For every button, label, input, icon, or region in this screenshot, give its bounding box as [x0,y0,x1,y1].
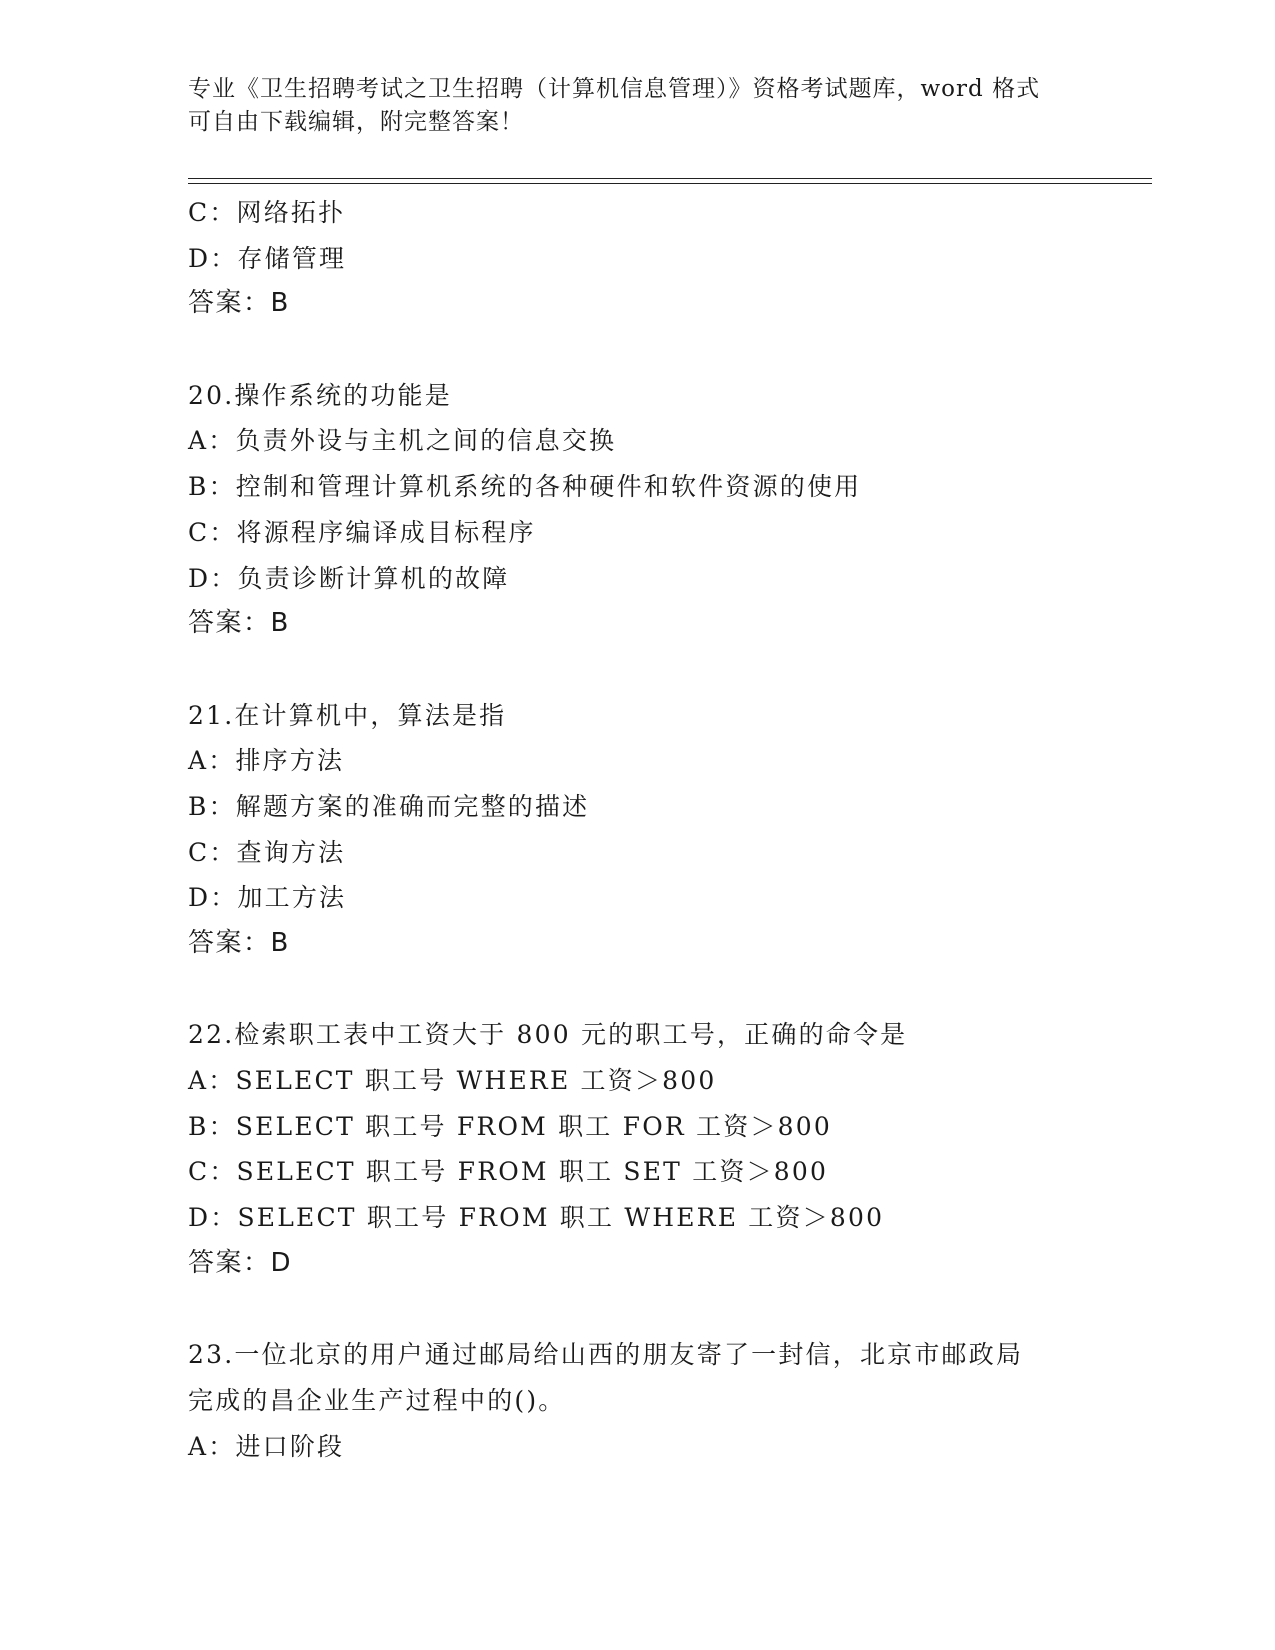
spacer [188,327,1088,373]
option-c: C：查询方法 [188,837,346,867]
option-d: D：负责诊断计算机的故障 [188,563,510,593]
question-23 [188,1332,1088,1469]
question-21 [188,693,1088,967]
question-stem-line-2: 完成的昌企业生产过程中的()。 [188,1385,566,1415]
q19-option-d: D：存储管理 [188,243,347,273]
option-b: B：SELECT 职工号 FROM 职工 FOR 工资＞800 [188,1111,832,1141]
header-divider-top [188,178,1152,179]
question-stem: 22.检索职工表中工资大于 800 元的职工号，正确的命令是 [188,1020,908,1050]
option-c: C：将源程序编译成目标程序 [188,517,536,547]
option-a: A：SELECT 职工号 WHERE 工资＞800 [188,1066,717,1096]
option-d: D：SELECT 职工号 FROM 职工 WHERE 工资＞800 [188,1203,885,1233]
header-line-1: 专业《卫生招聘考试之卫生招聘（计算机信息管理）》资格考试题库，word 格式 [188,76,1041,102]
option-d: D：加工方法 [188,883,347,913]
document-header [188,73,1068,139]
answer-line: 答案：B [188,608,290,639]
answer-line: 答案：D [188,1247,293,1278]
question-stem: 21.在计算机中，算法是指 [188,700,507,730]
option-a: A：进口阶段 [188,1431,345,1461]
q19-answer: 答案：B [188,288,290,319]
question-20 [188,373,1088,647]
question-22 [188,1012,1088,1286]
option-b: B：控制和管理计算机系统的各种硬件和软件资源的使用 [188,472,862,502]
question-stem-line-1: 23.一位北京的用户通过邮局给山西的朋友寄了一封信，北京市邮政局 [188,1340,1024,1370]
header-line-2: 可自由下载编辑，附完整答案！ [188,109,524,135]
spacer [188,1287,1088,1333]
q19-option-c: C：网络拓扑 [188,198,346,227]
answer-line: 答案：B [188,928,290,958]
header-divider-bottom [188,183,1152,184]
option-b: B：解题方案的准确而完整的描述 [188,791,590,821]
question-list [188,190,1088,1469]
option-a: A：排序方法 [188,746,345,776]
question-stem: 20.操作系统的功能是 [188,380,452,410]
option-c: C：SELECT 职工号 FROM 职工 SET 工资＞800 [188,1157,829,1187]
spacer [188,647,1088,693]
spacer [188,967,1088,1013]
option-a: A：负责外设与主机之间的信息交换 [188,426,617,456]
